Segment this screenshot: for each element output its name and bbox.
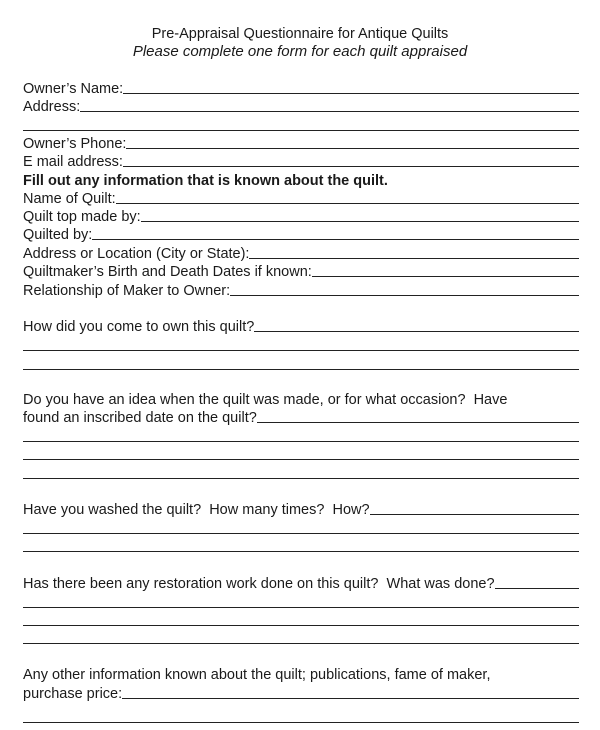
owner-phone-field[interactable] — [126, 148, 579, 149]
other-info-question-line1: Any other information known about the quilt; publications, fame of maker, — [23, 667, 491, 683]
restoration-answer-line-4[interactable] — [23, 643, 579, 644]
owner-phone-row — [23, 134, 579, 152]
when-made-question-text: Do you have an idea when the quilt was made, or for what occasion? Have — [23, 392, 508, 408]
form-title: Pre-Appraisal Questionnaire for Antique Quilts — [151, 26, 449, 42]
location-label: Address or Location (City or State): — [23, 246, 250, 262]
address-field-line-2[interactable] — [23, 130, 579, 131]
quilt-top-maker-label: Quilt top made by: — [23, 209, 141, 225]
maker-dates-row — [23, 262, 579, 280]
ownership-answer-field[interactable] — [254, 331, 579, 332]
location-field[interactable] — [249, 258, 579, 259]
email-label: E mail address: — [23, 154, 123, 170]
quilted-by-field[interactable] — [92, 239, 579, 240]
address-field[interactable] — [80, 111, 579, 112]
other-info-answer-line-2[interactable] — [23, 722, 579, 723]
restoration-answer-line-3[interactable] — [23, 625, 579, 626]
restoration-question-row — [23, 574, 579, 592]
owner-name-label: Owner’s Name: — [23, 81, 124, 97]
owner-name-field[interactable] — [123, 93, 579, 94]
quilted-by-label: Quilted by: — [23, 227, 93, 243]
maker-dates-label: Quiltmaker’s Birth and Death Dates if known: — [23, 264, 312, 280]
email-row — [23, 152, 579, 170]
email-field[interactable] — [123, 166, 579, 167]
when-made-answer-field[interactable] — [257, 422, 579, 423]
other-info-question-row — [23, 684, 579, 702]
washed-answer-field[interactable] — [370, 514, 579, 515]
ownership-question-label: How did you come to own this quilt? — [23, 319, 255, 335]
location-row — [23, 244, 579, 262]
address-label: Address: — [23, 99, 81, 115]
when-made-question-line1 — [23, 392, 579, 408]
restoration-answer-line-2[interactable] — [23, 607, 579, 608]
ownership-question-row — [23, 317, 579, 335]
quilt-top-maker-field[interactable] — [141, 221, 579, 222]
ownership-answer-line-2[interactable] — [23, 350, 579, 351]
when-made-question-label: found an inscribed date on the quilt? — [23, 410, 257, 426]
relationship-row — [23, 281, 579, 299]
quilt-name-field[interactable] — [116, 203, 579, 204]
form-subtitle: Please complete one form for each quilt appraised — [132, 43, 468, 60]
restoration-answer-field[interactable] — [495, 588, 579, 589]
address-row — [23, 97, 579, 115]
when-made-question-row — [23, 408, 579, 426]
when-made-answer-line-2[interactable] — [23, 441, 579, 442]
quilted-by-row — [23, 225, 579, 243]
washed-question-label: Have you washed the quilt? How many times? How? — [23, 502, 370, 518]
washed-answer-line-3[interactable] — [23, 551, 579, 552]
when-made-answer-line-4[interactable] — [23, 478, 579, 479]
quilt-name-row — [23, 189, 579, 207]
quilt-top-maker-row — [23, 207, 579, 225]
owner-phone-label: Owner’s Phone: — [23, 136, 127, 152]
relationship-label: Relationship of Maker to Owner: — [23, 283, 231, 299]
washed-answer-line-2[interactable] — [23, 533, 579, 534]
maker-dates-field[interactable] — [312, 276, 579, 277]
washed-question-row — [23, 500, 579, 518]
other-info-answer-field[interactable] — [122, 698, 579, 699]
ownership-answer-line-3[interactable] — [23, 369, 579, 370]
quilt-name-label: Name of Quilt: — [23, 191, 116, 207]
when-made-answer-line-3[interactable] — [23, 459, 579, 460]
other-info-question-label: purchase price: — [23, 686, 123, 702]
relationship-field[interactable] — [230, 295, 579, 296]
owner-name-row — [23, 79, 579, 97]
quilt-instruction: Fill out any information that is known about the quilt. — [23, 173, 388, 189]
restoration-question-label: Has there been any restoration work done on this quilt? What was done? — [23, 576, 495, 592]
